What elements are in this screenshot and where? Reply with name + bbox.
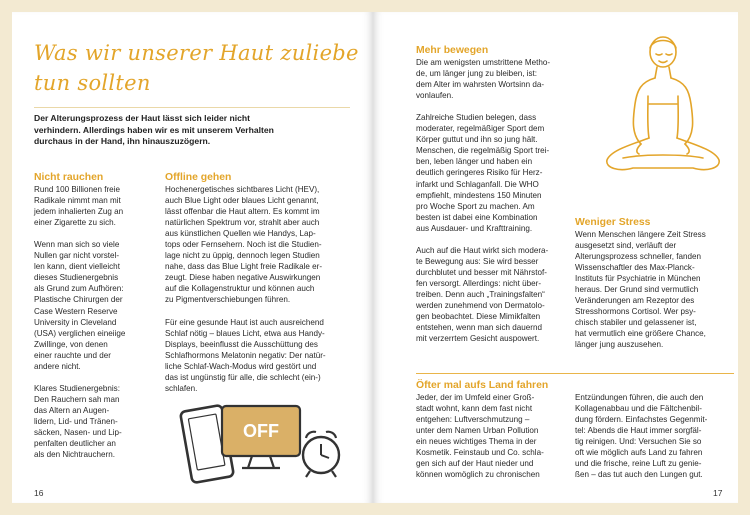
section-heading-weniger-stress: Weniger Stress: [575, 217, 651, 228]
section-heading-nicht-rauchen: Nicht rauchen: [34, 172, 104, 183]
offline-illustration: [182, 400, 352, 490]
title-divider: [34, 107, 350, 108]
page-title: [34, 38, 359, 98]
section-text-nicht-rauchen: Rund 100 Billionen freie Radikale nimmt man mit jedem inhalierten Zug an einer Zigarette zu sich. Wenn man sich so viele Nullen gar nicht vorstel- len kann, dient vielleicht dieses Studienergebnis als Grund zum Aufhören: Plastische Chirurgen der Case Western Reserve University in Cleveland (USA) verglichen eineiige Zwillinge, von denen einer rauchte und der andere nicht. Klares Studienergebnis: Den Rauchern sah man das Altern an Augen- lidern, Lid- und Tränen- säcken, Nasen- und Lip- penfalten deutlicher an als den Nichtrauchern.: [34, 185, 126, 460]
section-text-weniger-stress: Wenn Menschen längere Zeit Stress ausgesetzt sind, verläuft der Alterungsprozess schneller, fanden Wissenschaftler des Max-Planck- Instituts für Psychiatrie in München heraus. Der Grund sind vermutlich Veränderungen am Rezeptor des Stresshormons Cortisol. Wer psy- chisch stabiler und gelassener ist, hat vermutlich eine größere Chance, länger jung auszusehen.: [575, 230, 706, 350]
alarm-clock-icon: [303, 432, 339, 477]
monitor-off-label: OFF: [243, 421, 279, 441]
page-title-line-2: tun sollten: [34, 71, 151, 95]
meditating-woman-illustration: [593, 26, 733, 206]
intro-text: Der Alterungsprozess der Haut lässt sich leider nicht verhindern. Allerdings haben wir es mit unserem Verhalten durchaus in der Hand, ihn hinauszuzögern.: [34, 113, 274, 147]
page-number-right: 17: [713, 488, 723, 498]
page-title-line-1: Was wir unserer Haut zuliebe: [34, 41, 359, 65]
section-text-land-fahren-1: Jeder, der im Umfeld einer Groß- stadt wohnt, kann dem fast nicht entgehen: Luftverschmutzung – unter dem Namen Urban Pollution ein neues wichtiges Thema in der Kosmetik. Feinstaub und Co. schla- gen sich auf der Haut nieder und können womöglich zu chronischen: [416, 393, 544, 480]
section-heading-offline-gehen: Offline gehen: [165, 172, 232, 183]
right-page: [373, 12, 738, 503]
section-heading-mehr-bewegen: Mehr bewegen: [416, 45, 489, 56]
section-heading-land-fahren: Öfter mal aufs Land fahren: [416, 380, 549, 391]
section-text-offline-gehen: Hochenergetisches sichtbares Licht (HEV), auch Blue Light oder blaues Licht genannt, lässt offenbar die Haut altern. Es kommt im natürlichen Spektrum vor, strahlt aber auch aus künstlichen Quellen wie Handys, Lap- tops oder Fernsehern. Noch ist die Studien- lage nicht zu üppig, dennoch legen Studien nahe, dass das Blue Light freie Radikale er- zeugt. Diese haben negative Auswirkungen auf die Kollagenstruktur und können auch zu Pigmentverschiebungen führen. Für eine gesunde Haut ist auch ausreichend Schlaf nötig – blaues Licht, etwa aus Handy- Displays, beeinflusst die Ausschüttung des Schlafhormons Melatonin negativ: Der natür- liche Schlaf-Wach-Modus wird gestört und das ist ungünstig für alle, die schlecht (ein-) schlafen.: [165, 185, 326, 393]
section-text-land-fahren-2: Entzündungen führen, die auch den Kollagenabbau und die Fältchenbil- dung fördern. Einfachstes Gegenmit- tel: Abends die Haut immer sorgfäl- tig reinigen. Und: Versuchen Sie so oft wie möglich aufs Land zu fahren und die frische, reine Luft zu genie- ßen – das tut auch den Lungen gut.: [575, 393, 708, 480]
section-divider: [416, 373, 734, 374]
page-number-left: 16: [34, 488, 44, 498]
left-page: [12, 12, 373, 503]
section-text-mehr-bewegen: Die am wenigsten umstrittene Metho- de, um länger jung zu bleiben, ist: dem Alter im wahrsten Wortsinn da- vonlaufen. Zahlreiche Studien belegen, dass moderater, regelmäßiger Sport dem Körper guttut und ihn so jung hält. Menschen, die regelmäßig Sport trei- ben, leben länger und haben ein deutlich geringeres Risiko für Herz- infarkt und Schlaganfall. Die WHO empfiehlt, mindestens 150 Minuten pro Woche Sport zu machen. Am besten ist dabei eine Kombination aus Ausdauer- und Krafttraining. Auch auf die Haut wirkt sich modera- te Bewegung aus: Sie wird besser durchblutet und besser mit Nährstof- fen versorgt. Allerdings: nicht über- treiben. Denn auch „Trainingsfalten“ werden zunehmend von Dermatolo- gen beobachtet. Diese Mimikfalten entstehen, wenn man sich dauernd mit verzerrtem Gesicht auspowert.: [416, 58, 551, 344]
